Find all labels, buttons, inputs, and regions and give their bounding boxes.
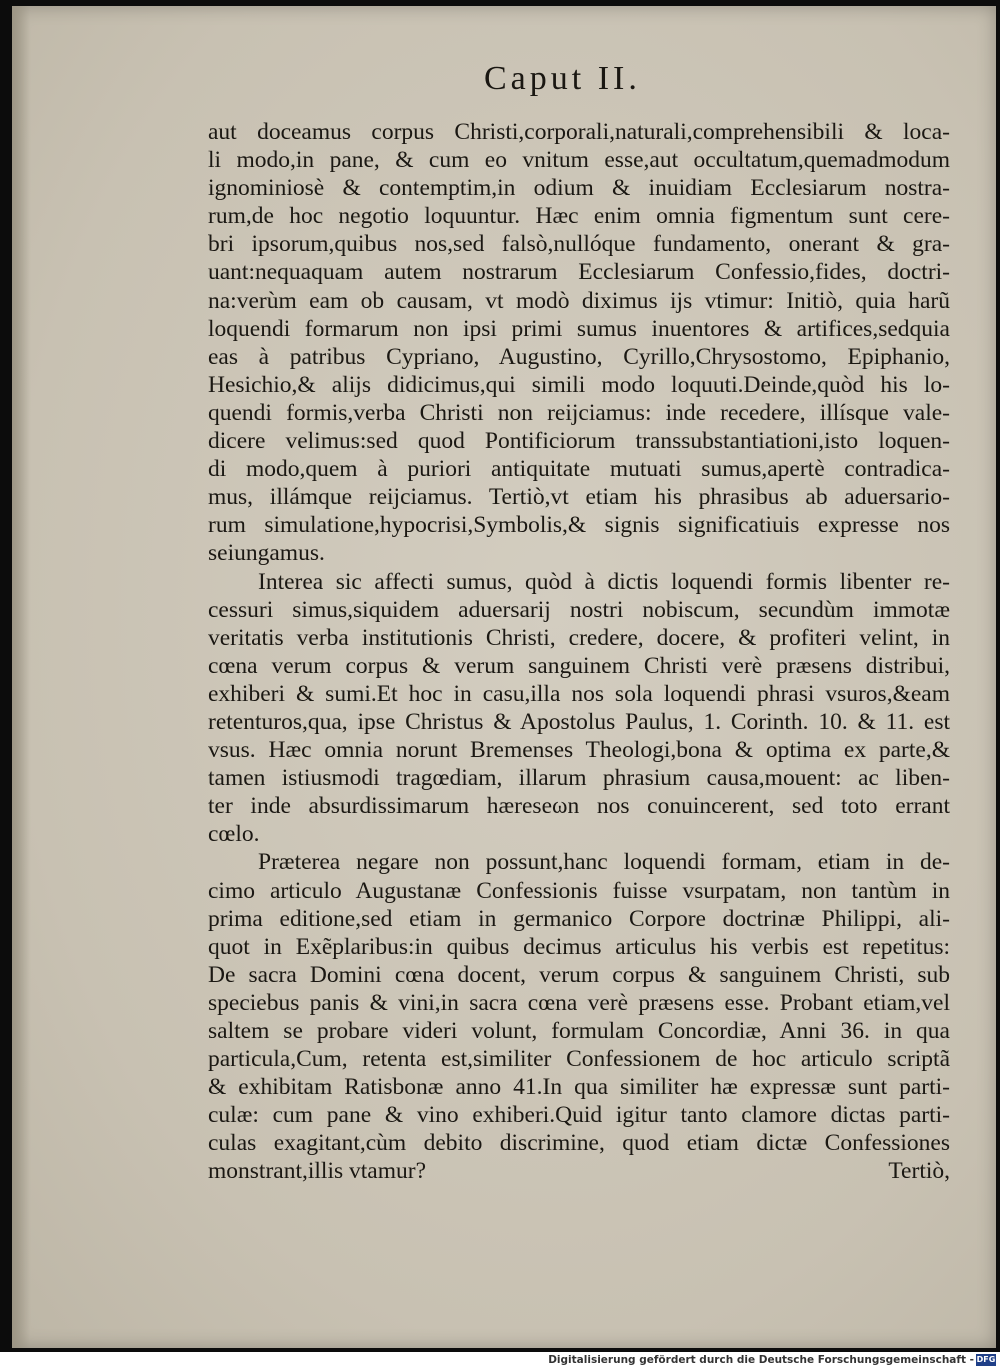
paragraph <box>208 118 950 568</box>
text-line: seiungamus. <box>208 540 325 567</box>
closing-line-text: monstrant,illis vtamur? <box>208 1158 426 1185</box>
text-line: De sacra Domini cœna docent, verum corpus & sanguinem Christi, sub <box>208 961 950 988</box>
text-line: bri ipsorum,quibus nos,sed falsò,nullóque fundamento, onerant & gra- <box>208 231 950 258</box>
running-title: Caput II. <box>484 60 641 97</box>
paragraph <box>208 568 950 849</box>
text-line: mus, illámque reijciamus. Tertiò,vt etiam his phrasibus ab aduersario- <box>208 484 950 511</box>
text-line: eas à patribus Cypriano, Augustino, Cyrillo,Chrysostomo, Epiphanio, <box>208 343 950 370</box>
text-line: quot in Exẽplaribus:in quibus decimus articulus his verbis est repetitus: <box>208 933 950 960</box>
text-line: saltem se probare videri volunt, formulam Concordiæ, Anni 36. in qua <box>208 1018 950 1044</box>
text-line: culæ: cum pane & vino exhiberi.Quid igitur tanto clamore dictas parti- <box>208 1102 950 1129</box>
text-line: cœna verum corpus & verum sanguinem Christi verè præsens distribui, <box>208 652 950 679</box>
text-line: ignominiosè & contemptim,in odium & inuidiam Ecclesiarum nostra- <box>208 175 950 202</box>
text-line: aut doceamus corpus Christi,corporali,naturali,comprehensibili & loca- <box>208 119 950 145</box>
text-line: dicere velimus:sed quod Pontificiorum transsubstantiationi,isto loquen- <box>208 428 950 455</box>
text-line: speciebus panis & vini,in sacra cœna verè præsens esse. Probant etiam,vel <box>208 989 950 1016</box>
catchword: Tertiò, <box>888 1158 950 1185</box>
text-line: di modo,quem à puriori antiquitate mutuati sumus,apertè contradica- <box>208 456 950 483</box>
dfg-logo: DFG <box>976 1355 996 1364</box>
digitization-credit: Digitalisierung gefördert durch die Deutsche Forschungsgemeinschaft - <box>548 1354 974 1366</box>
text-line: cessuri simus,siquidem aduersarij nostri nobiscum, secundùm immotæ <box>208 596 950 623</box>
text-line: li modo,in pane, & cum eo vnitum esse,aut occultatum,quemadmodum <box>208 147 950 174</box>
text-line: particula,Cum, retenta est,similiter Confessionem de hoc articulo scriptã <box>208 1046 950 1073</box>
text-line: & exhibitam Ratisbonæ anno 41.In qua similiter hæ expressæ sunt parti- <box>208 1074 950 1101</box>
text-line: exhiberi & sumi.Et hoc in casu,illa nos sola loquendi phrasi vsuros,&eam <box>208 680 950 707</box>
page-body-text <box>208 118 950 1186</box>
page-gutter-shadow <box>12 6 30 1348</box>
text-line: cœlo. <box>208 821 260 848</box>
text-line: rum,de hoc negotio loquuntur. Hæc enim omnia figmentum sunt cere- <box>208 203 950 230</box>
text-line: quendi formis,verba Christi non reijciamus: inde recedere, illísque vale- <box>208 399 950 426</box>
text-line: cimo articulo Augustanæ Confessionis fuisse vsurpatam, non tantùm in <box>208 877 950 904</box>
text-line: prima editione,sed etiam in germanico Corpore doctrinæ Philippi, ali- <box>208 905 950 932</box>
text-line: ter inde absurdissimarum hæreseωn nos conuincerent, sed toto errant <box>208 793 950 820</box>
text-line: veritatis verba institutionis Christi, credere, docere, & profiteri velint, in <box>208 624 950 651</box>
closing-line <box>208 1157 950 1185</box>
paragraph-container <box>208 118 950 1157</box>
text-line: Interea sic affecti sumus, quòd à dictis loquendi formis libenter re- <box>258 568 950 595</box>
text-line: Præterea negare non possunt,hanc loquendi formam, etiam in de- <box>258 849 950 876</box>
text-line: culas exagitant,cùm debito discrimine, quod etiam dictæ Confessiones <box>208 1130 950 1157</box>
text-line: vsus. Hæc omnia norunt Bremenses Theologi,bona & optima ex parte,& <box>208 737 950 764</box>
text-line: retenturos,qua, ipse Christus & Apostolus Paulus, 1. Corinth. 10. & 11. est <box>208 708 950 735</box>
text-line: na:verùm eam ob causam, vt modò diximus ijs vtimur: Initiò, quia harũ <box>208 287 950 314</box>
paragraph <box>208 848 950 1157</box>
text-line: loquendi formarum non ipsi primi sumus inuentores & artifices,sedquia <box>208 315 950 342</box>
text-line: tamen istiusmodi tragœdiam, illarum phrasium causa,mouent: ac liben- <box>208 765 950 792</box>
text-line: uant:nequaquam autem nostrarum Ecclesiarum Confessio,fides, doctri- <box>208 259 950 286</box>
text-line: rum simulatione,hypocrisi,Symbolis,& signis significatiuis expresse nos <box>208 512 950 539</box>
text-line: Hesichio,& alijs didicimus,qui simili modo loquuti.Deinde,quòd his lo- <box>208 371 950 398</box>
